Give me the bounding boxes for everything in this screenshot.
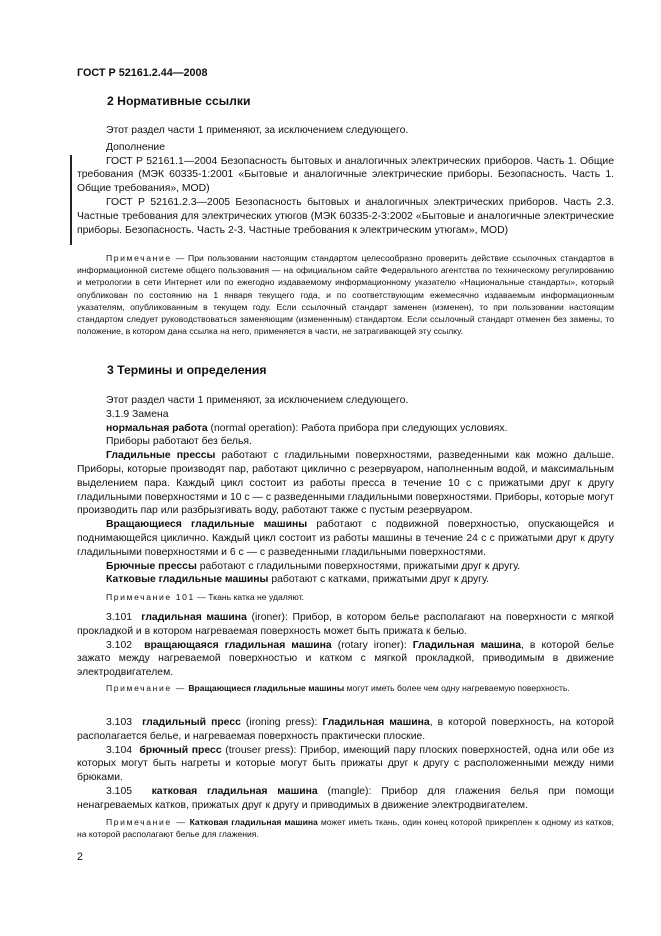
note-3105: Примечание — Катковая гладильная машина может иметь ткань, один конец которой прикреплен к одному из катков, на которой располагают белье для глажения.: [77, 817, 614, 840]
definitions-3103-3105: [77, 716, 614, 813]
definitions-3101-3102: [77, 611, 614, 680]
term: Катковые гладильные машины: [106, 574, 269, 586]
reference-1: ГОСТ Р 52161.1—2004 Безопасность бытовых и аналогичных электрических приборов. Часть 1. Общие требования (МЭК 60335-1:2001 «Бытовые и аналогичные электрические приборы. Безопасность. Часть 1. Общие требования», MOD): [77, 155, 614, 195]
change-bar: [70, 155, 72, 245]
page-number: 2: [77, 851, 83, 863]
section-2-note: [77, 252, 614, 337]
note-3102: Примечание — Вращающиеся гладильные машины могут иметь более чем одну нагреваемую поверхность.: [106, 683, 570, 693]
definition-text: работают с гладильными поверхностями, разведенными как можно дальше. Приборы, которые производят пар, работают циклично с резервуаром, наполненным водой, и максимальным выделением пара. Каждый цикл состоит из работы пресса в течение 10 с с прижатыми друг к другу гладильными поверхностями и 10 с — с разведенными гладильными поверхностями. Приборы, которые могут производить пар или разбрызгивать воду, работают также с пустым резервуаром.: [77, 450, 614, 517]
trouser-condition: [77, 560, 614, 574]
rotary-condition: [77, 518, 614, 559]
definition-text: (normal operation): Работа прибора при следующих условиях.: [210, 422, 508, 434]
definition-3101: 3.101 гладильная машина (ironer): Прибор, в котором белье располагают на поверхности с мягкой прокладкой и в котором нагреваемая поверхность может быть прижата к белью.: [77, 612, 614, 637]
document-code: ГОСТ Р 52161.2.44—2008: [77, 67, 208, 79]
without-linen: Приборы работают без белья.: [106, 436, 252, 448]
definition-3103: 3.103 гладильный пресс (ironing press): Гладильная машина, в которой поверхность, на которой располагается белье, и нагреваемая поверхность практически плоские.: [77, 717, 614, 742]
note-label: Примечание: [106, 253, 172, 263]
reference-2: ГОСТ Р 52161.2.3—2005 Безопасность бытовых и аналогичных электрических приборов. Часть 2.3. Частные требования для электрических утюгов (МЭК 60335-2-3:2002 «Бытовые и аналогичные электрические приборы. Безопасность. Часть 2-3. Частные требования к электрическим утюгам», MOD): [77, 196, 614, 236]
note-label: Примечание 101: [106, 592, 195, 602]
note-text: — При пользовании настоящим стандартом целесообразно проверить действие ссылочных стандартов в информационной системе общего пользования — на официальном сайте Федерального агентства по техническому регулированию и метрологии в сети Интернет или по ежегодно издаваемому информационному указателю «Национальные стандарты», который опубликован по состоянию на 1 января текущего года, и по соответствующим ежемесячно издаваемым информационным указателям, опубликованным в текущем году. Если ссылочный стандарт заменен (изменен), то при пользовании настоящим стандартом следует руководствоваться заменяющим (измененным) стандартом. Если ссылочный стандарт отменен без замены, то положение, в котором дана ссылка на него, применяется в части, не затрагивающей эту ссылку.: [77, 253, 615, 337]
term: Вращающиеся гладильные машины: [106, 519, 308, 531]
definition-text: работают с гладильными поверхностями, прижатыми друг к другу.: [199, 560, 521, 572]
section-3-intro: Этот раздел части 1 применяют, за исключением следующего.: [106, 395, 409, 406]
definition-3104: 3.104 брючный пресс (trouser press): Прибор, имеющий пару плоских поверхностей, одна или обе из которых могут быть нагреты и которые могут быть прижаты друг к другу с расположенными между ними брюками.: [77, 744, 614, 784]
definition-text: работают с катками, прижатыми друг к другу.: [271, 574, 490, 586]
section-2-title: 2 Нормативные ссылки: [107, 94, 251, 108]
section-3-title: 3 Термины и определения: [107, 363, 267, 377]
term: Брючные прессы: [106, 560, 197, 572]
addition-label: Дополнение: [106, 141, 166, 153]
term: Гладильные прессы: [106, 450, 216, 462]
note-text: — Ткань катка не удаляют.: [197, 592, 305, 602]
definition-3102: 3.102 вращающаяся гладильная машина (rotary ironer): Гладильная машина, в которой белье зажато между нагреваемой поверхностью и катком с мягкой прокладкой, приводимым в движение электродвигателем.: [77, 639, 615, 679]
normal-operation: [77, 422, 614, 436]
section-3-body: [77, 394, 614, 587]
note-101: [77, 591, 614, 603]
term: нормальная работа: [106, 422, 208, 434]
section-2-body: [77, 124, 614, 237]
replacement-clause: 3.1.9 Замена: [106, 408, 169, 420]
section-2-intro: Этот раздел части 1 применяют, за исключением следующего.: [106, 125, 409, 136]
definition-text: работают с подвижной поверхностью, опускающейся и поднимающейся циклично. Каждый цикл состоит из работы машины в течение 24 с с прижатыми друг к другу гладильными поверхностями и 6 с — с разведенными гладильными поверхностями.: [77, 519, 614, 558]
mangle-condition: [77, 573, 614, 587]
definition-3105: 3.105 катковая гладильная машина (mangle): Прибор для глажения белья при помощи ненагреваемых катков, прижатых друг к другу и приводимых в движение электродвигателем.: [77, 785, 614, 811]
presses-condition: [77, 449, 614, 518]
